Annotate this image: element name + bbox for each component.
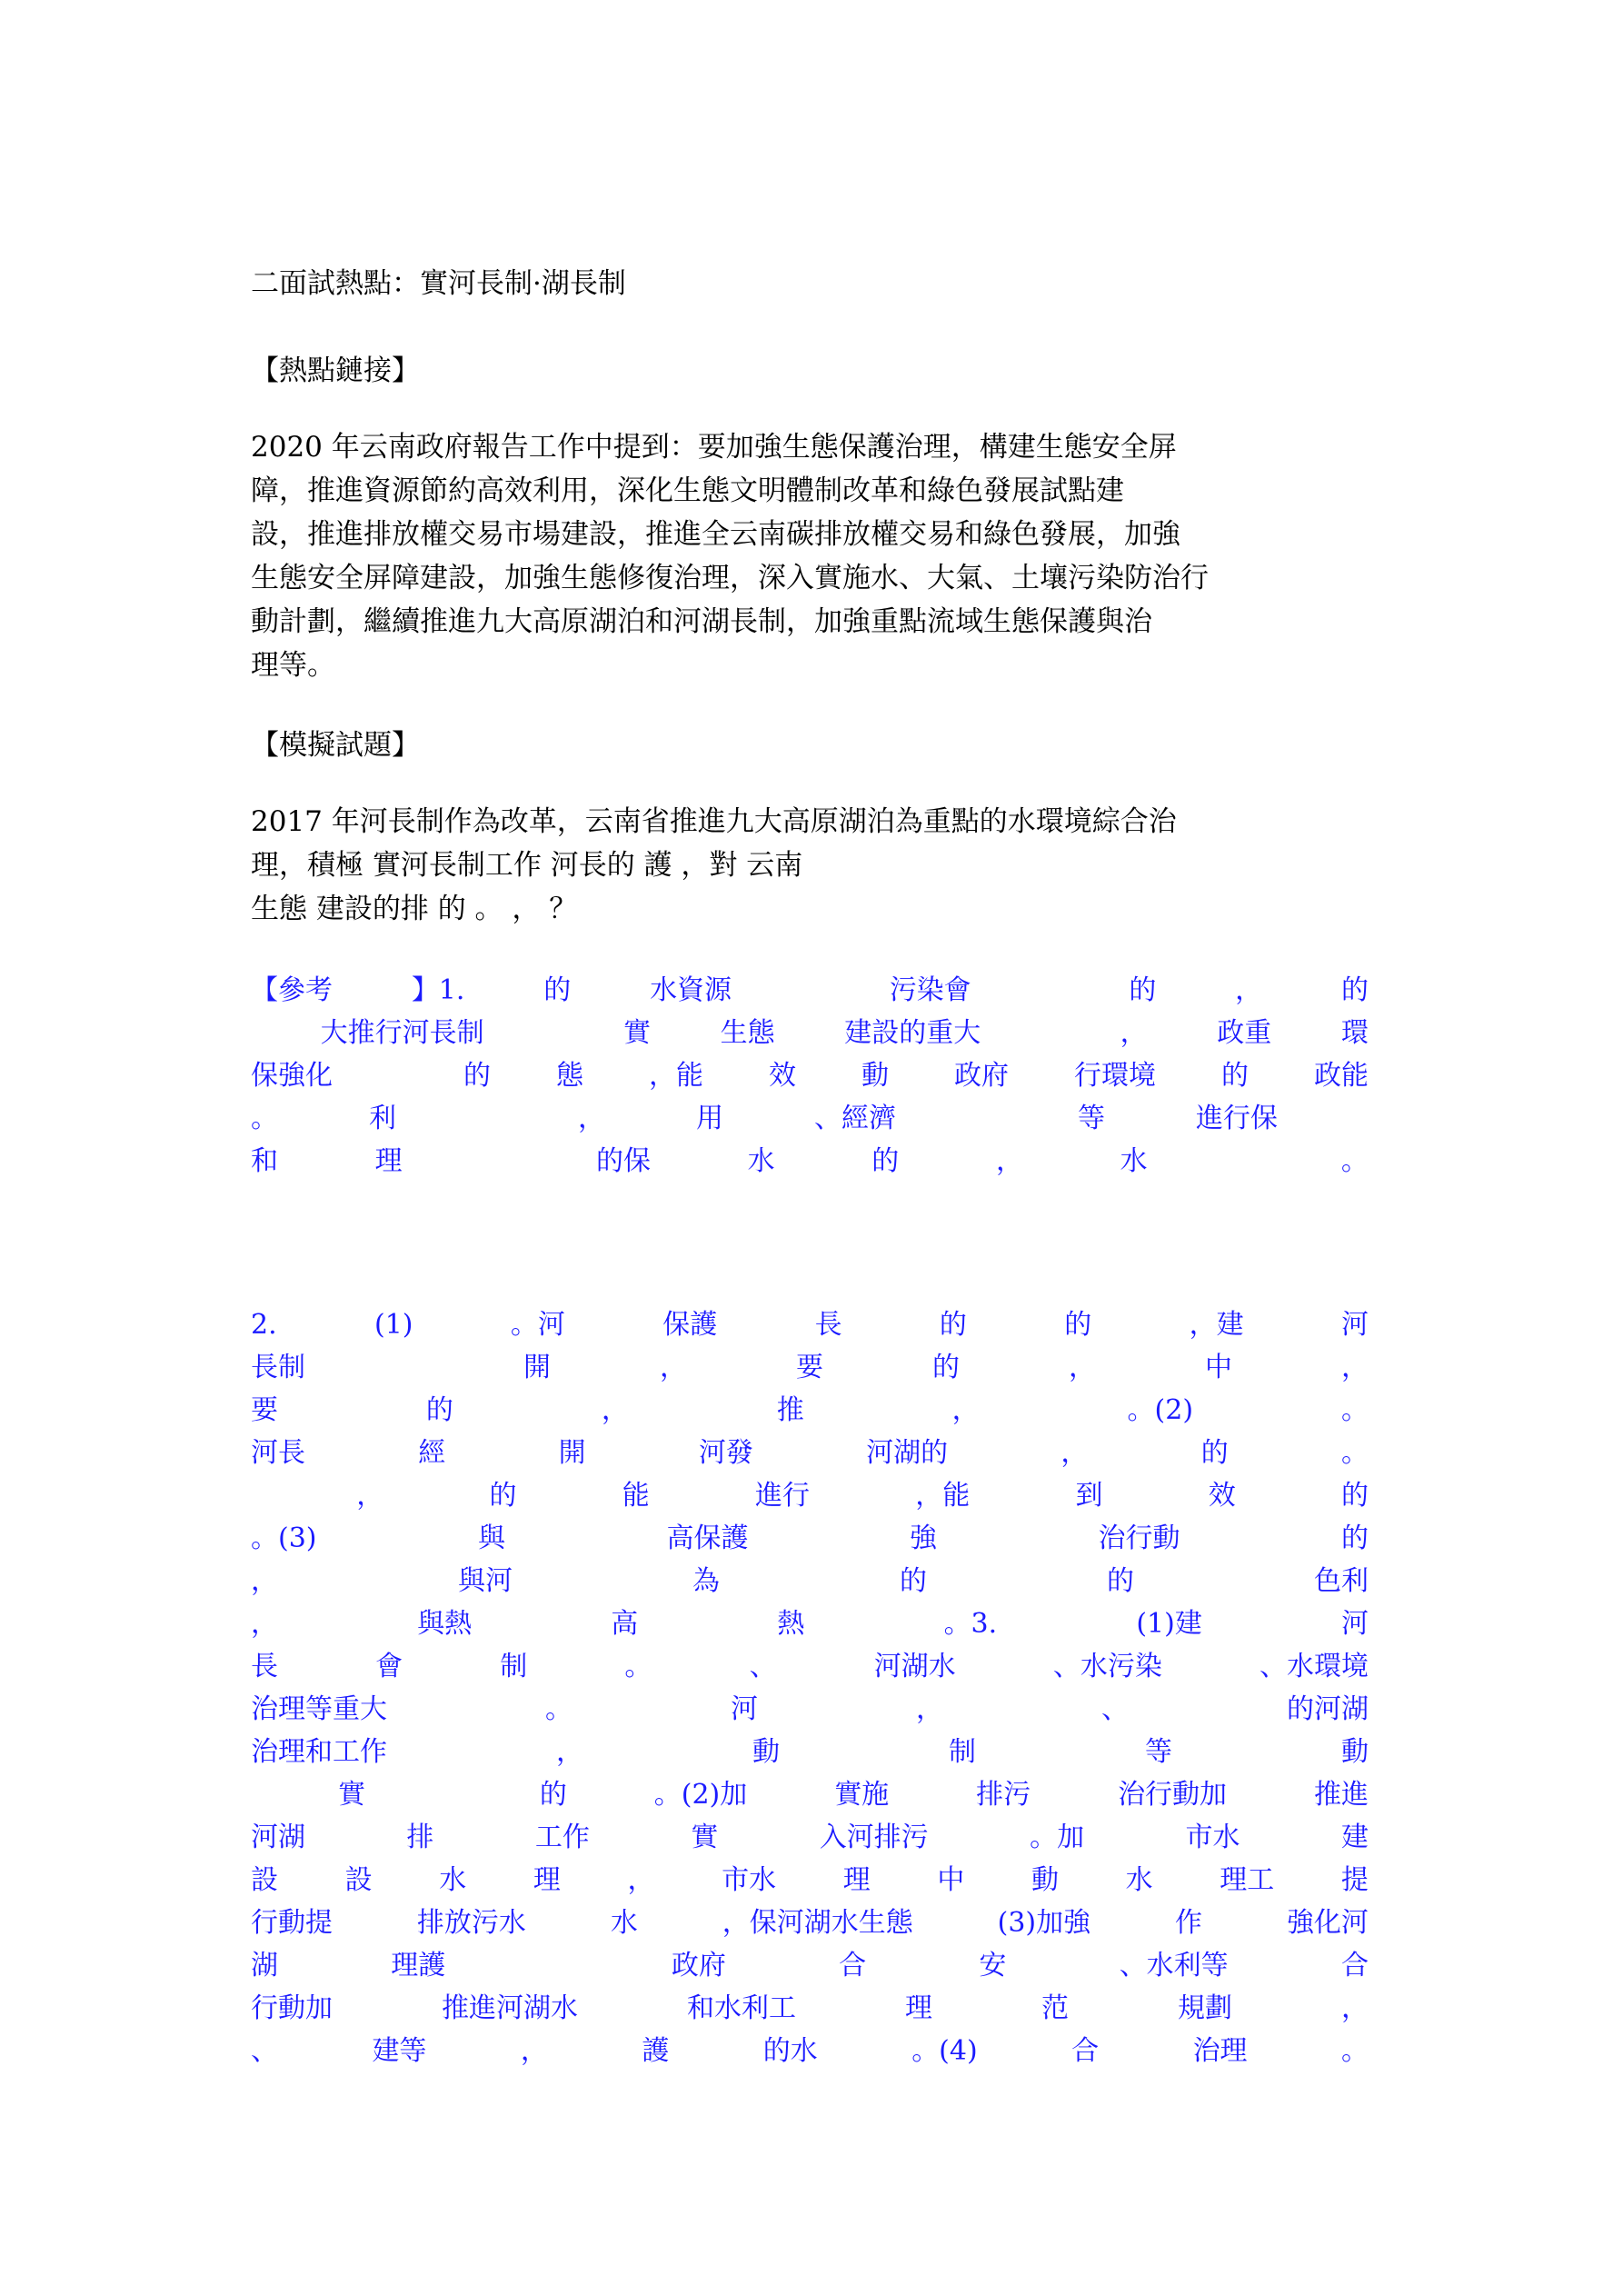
answer-fragment: ， [995, 1145, 1023, 1177]
answer-fragment: ，建 [1189, 1309, 1244, 1341]
answer-fragment: 行動提 [251, 1907, 333, 1939]
answer-fragment: 生態 [720, 1017, 775, 1049]
answer-fragment: 的 [1340, 974, 1369, 1006]
topic-label: 【模擬試題】 [251, 729, 420, 762]
answer-line [251, 1649, 1369, 1685]
answer-fragment: 實施 [834, 1779, 890, 1811]
answer-fragment: 行動加 [251, 1992, 333, 2024]
answer-fragment: 的 [1200, 1437, 1229, 1469]
document-heading: 二面試熱點：實河長制·湖長制 [251, 267, 626, 300]
answer-fragment: 與 [478, 1522, 505, 1554]
answer-fragment: 效 [1208, 1480, 1236, 1512]
answer-fragment: ， [660, 1352, 687, 1383]
hot-topic-line: 生態安全屏障建設，加強生態修復治理，深入實施水、大氣、土壤污染防治行 [251, 562, 1209, 594]
answer-fragment: 為 [692, 1565, 720, 1597]
answer-line [251, 1734, 1369, 1771]
answer-fragment: 政府 [954, 1060, 1009, 1092]
answer-fragment: ， [356, 1480, 384, 1512]
question-line: 2017 年河長制作為改革，云南省推進九大高原湖泊為重點的水環境綜合治 [251, 805, 1177, 838]
answer-fragment: 水 [439, 1864, 467, 1896]
answer-fragment: 建設的重大 [844, 1017, 981, 1049]
answer-fragment: ， [1341, 1352, 1369, 1383]
answer-fragment: 的 [1341, 1480, 1369, 1512]
answer-fragment: ， [1341, 1992, 1369, 2024]
hot-topic-label: 【熱點鏈接】 [251, 354, 420, 387]
answer-line [251, 1521, 1369, 1557]
answer-fragment: 。3. [943, 1608, 998, 1640]
answer-fragment: 設 [251, 1864, 278, 1896]
answer-fragment: ， [601, 1394, 629, 1426]
answer-fragment: 。(3) [251, 1522, 317, 1554]
answer-fragment: 、 [749, 1651, 777, 1682]
answer-fragment: 治理和工作 [251, 1736, 387, 1768]
answer-fragment: 。(4) [911, 2035, 978, 2067]
answer-fragment: 的水 [762, 2035, 818, 2067]
answer-fragment: 色利 [1314, 1565, 1369, 1597]
answer-fragment: 河發 [698, 1437, 753, 1469]
answer-fragment: 中 [937, 1864, 965, 1896]
answer-fragment: 水 [747, 1145, 775, 1177]
answer-fragment: 、水利等 [1119, 1950, 1229, 1982]
answer-fragment: 實 [622, 1017, 651, 1049]
answer-fragment: 理 [374, 1145, 403, 1177]
hot-topic-line: 設，推進排放權交易市場建設，推進全云南碳排放權交易和綠色發展，加強 [251, 518, 1180, 551]
answer-fragment: 作 [1175, 1907, 1203, 1939]
answer-fragment: ， [556, 1736, 583, 1768]
answer-line [251, 1350, 1369, 1386]
answer-fragment: 與河 [458, 1565, 513, 1597]
answer-fragment: 的河湖 [1287, 1693, 1369, 1725]
answer-fragment: 安 [979, 1950, 1007, 1982]
answer-fragment: (1) [373, 1309, 413, 1341]
answer-line [251, 1692, 1369, 1728]
answer-line [251, 1905, 1369, 1942]
answer-fragment: 。 [1341, 2035, 1369, 2067]
answer-fragment: 。 [1340, 1394, 1369, 1426]
answer-line [251, 1058, 1369, 1094]
answer-fragment: 合 [839, 1950, 867, 1982]
answer-fragment: 河湖水 [873, 1651, 956, 1682]
answer-fragment: 理 [533, 1864, 561, 1896]
answer-fragment: 推進 [1314, 1779, 1369, 1811]
answer-fragment: 治理等重大 [251, 1693, 387, 1725]
answer-fragment: 進行 [755, 1480, 810, 1512]
answer-line [251, 1820, 1369, 1856]
answer-fragment: 等 [1145, 1736, 1172, 1768]
answer-fragment: ， [627, 1864, 655, 1896]
answer-fragment: 會 [375, 1651, 403, 1682]
answer-fragment: 長制 [251, 1352, 305, 1383]
answer-fragment: ， [951, 1394, 980, 1426]
answer-fragment: 理護 [391, 1950, 446, 1982]
answer-fragment: 。(2)加 [653, 1779, 748, 1811]
answer-line [251, 1948, 1369, 1984]
answer-fragment: 排污 [976, 1779, 1031, 1811]
answer-fragment: 制 [949, 1736, 976, 1768]
answer-fragment: 河 [731, 1693, 758, 1725]
answer-fragment: 效 [769, 1060, 796, 1092]
answer-fragment: 強化河 [1286, 1907, 1369, 1939]
answer-fragment: 設 [344, 1864, 373, 1896]
answer-fragment: 的 [463, 1060, 491, 1092]
answer-fragment: 的 [939, 1309, 967, 1341]
answer-fragment: 建等 [372, 2035, 427, 2067]
answer-fragment: 進行保 [1196, 1103, 1278, 1134]
answer-fragment: 保護 [662, 1309, 718, 1341]
answer-fragment: 與熱 [417, 1608, 473, 1640]
answer-line [251, 1143, 1369, 1180]
answer-fragment: 動 [861, 1060, 889, 1092]
hot-topic-line: 2020 年云南政府報告工作中提到：要加強生態保護治理，構建生態安全屏 [251, 431, 1177, 464]
answer-fragment: 合 [1340, 1950, 1369, 1982]
answer-fragment: 規劃 [1178, 1992, 1232, 2024]
answer-fragment: 治理 [1192, 2035, 1248, 2067]
answer-fragment: 治行動加 [1118, 1779, 1228, 1811]
answer-fragment: 要 [796, 1352, 823, 1383]
answer-fragment: 政府 [671, 1950, 726, 1982]
answer-line [251, 1307, 1369, 1343]
answer-fragment: 水 [1120, 1145, 1148, 1177]
answer-fragment: 大推行河長制 [320, 1017, 484, 1049]
answer-fragment: 。 [624, 1651, 652, 1682]
answer-fragment: ，能 [649, 1060, 703, 1092]
answer-fragment: 政重 [1217, 1017, 1272, 1049]
answer-fragment: 范 [1041, 1992, 1069, 2024]
question-line: 生態 建設的排 的 。 ， ？ [251, 893, 578, 925]
answer-fragment: 能 [622, 1480, 650, 1512]
answer-fragment: 高保護 [666, 1522, 749, 1554]
answer-fragment: 湖 [251, 1950, 278, 1982]
answer-fragment: 河湖的 [866, 1437, 949, 1469]
answer-fragment: 動 [1341, 1736, 1369, 1768]
answer-line [251, 1991, 1369, 2027]
answer-fragment: 的 [1221, 1060, 1249, 1092]
answer-line [251, 1478, 1369, 1514]
answer-fragment: 、水污染 [1052, 1651, 1162, 1682]
answer-fragment: 理 [842, 1864, 871, 1896]
answer-fragment: 開 [523, 1352, 551, 1383]
answer-fragment: 理 [905, 1992, 932, 2024]
answer-fragment: 。加 [1030, 1822, 1085, 1853]
answer-fragment: ， [1069, 1352, 1096, 1383]
answer-fragment: 水 [1125, 1864, 1153, 1896]
answer-fragment: 實 [691, 1822, 719, 1853]
answer-line [251, 1563, 1369, 1600]
answer-fragment: 的 [1107, 1565, 1134, 1597]
answer-fragment: 制 [500, 1651, 528, 1682]
answer-fragment: 政能 [1314, 1060, 1369, 1092]
answer-fragment: 水 [610, 1907, 638, 1939]
answer-fragment: 實 [337, 1779, 365, 1811]
answer-fragment: 的 [871, 1145, 900, 1177]
answer-fragment: (1)建 [1136, 1608, 1202, 1640]
answer-fragment: 的 [1064, 1309, 1092, 1341]
answer-fragment: ，能 [915, 1480, 971, 1512]
answer-fragment: 到 [1075, 1480, 1103, 1512]
answer-line [251, 1606, 1369, 1642]
answer-fragment: 】1. [411, 974, 465, 1006]
answer-fragment: 動 [1031, 1864, 1059, 1896]
hot-topic-line: 障，推進資源節約高效利用，深化生態文明體制改革和綠色發展試點建 [251, 474, 1124, 507]
answer-fragment: 、 [1101, 1693, 1129, 1725]
answer-fragment: 護 [642, 2035, 670, 2067]
answer-line [251, 2033, 1369, 2070]
answer-fragment: 河湖 [251, 1822, 305, 1853]
answer-fragment: 強 [910, 1522, 937, 1554]
answer-fragment: (3)加強 [997, 1907, 1091, 1939]
answer-line [251, 1101, 1369, 1137]
answer-fragment: 長 [814, 1309, 842, 1341]
answer-fragment: ，保河湖水生態 [722, 1907, 913, 1939]
answer-fragment: 的 [425, 1394, 453, 1426]
answer-fragment: 等 [1078, 1103, 1105, 1134]
answer-fragment: 。 [545, 1693, 573, 1725]
hot-topic-line: 動計劃，繼續推進九大高原湖泊和河湖長制，加強重點流域生態保護與治 [251, 605, 1152, 638]
answer-fragment: 理工 [1220, 1864, 1275, 1896]
answer-fragment: 的 [539, 1779, 567, 1811]
answer-line [251, 1015, 1369, 1052]
answer-fragment: 長 [251, 1651, 278, 1682]
answer-fragment: 和 [251, 1145, 278, 1177]
answer-fragment: 和水利工 [687, 1992, 796, 2024]
answer-fragment: 的 [1129, 974, 1157, 1006]
answer-fragment: 2. [251, 1309, 277, 1341]
answer-fragment: 利 [369, 1103, 396, 1134]
answer-fragment: 態 [556, 1060, 583, 1092]
answer-fragment: 市水 [1185, 1822, 1240, 1853]
answer-fragment: 污染會 [889, 974, 971, 1006]
answer-fragment: ， [251, 1565, 278, 1597]
answer-fragment: ， [916, 1693, 943, 1725]
answer-fragment: ， [1235, 974, 1263, 1006]
answer-fragment: 、經濟 [814, 1103, 896, 1134]
answer-line [251, 1862, 1369, 1899]
answer-fragment: 保強化 [251, 1060, 333, 1092]
answer-fragment: 河 [1340, 1608, 1369, 1640]
answer-fragment: 的保 [595, 1145, 651, 1177]
answer-fragment: ， [1120, 1017, 1148, 1049]
answer-fragment: 的 [543, 974, 572, 1006]
answer-fragment: 。(2) [1127, 1394, 1194, 1426]
answer-fragment: 經 [418, 1437, 446, 1469]
answer-fragment: 河 [1341, 1309, 1369, 1341]
answer-fragment: 排放污水 [416, 1907, 526, 1939]
question-line: 理，積極 實河長制工作 河長的 護 ，對 云南 [251, 849, 803, 882]
answer-fragment: 市水 [722, 1864, 777, 1896]
answer-fragment: 中 [1205, 1352, 1232, 1383]
answer-fragment: 的 [489, 1480, 517, 1512]
answer-fragment: 。 [251, 1103, 278, 1134]
answer-fragment: 河長 [251, 1437, 305, 1469]
answer-fragment: 治行動 [1098, 1522, 1180, 1554]
answer-fragment: 用 [696, 1103, 723, 1134]
answer-fragment: 、 [251, 2035, 278, 2067]
answer-fragment: ， [251, 1608, 278, 1640]
answer-fragment: ， [578, 1103, 605, 1134]
answer-fragment: ， [520, 2035, 548, 2067]
hot-topic-line: 理等。 [251, 649, 335, 682]
answer-fragment: 的 [900, 1565, 927, 1597]
answer-fragment: 的 [932, 1352, 960, 1383]
answer-fragment: 開 [558, 1437, 586, 1469]
answer-fragment: 。河 [510, 1309, 565, 1341]
answer-fragment: ， [1060, 1437, 1089, 1469]
answer-fragment: 水資源 [650, 974, 732, 1006]
answer-fragment: 動 [752, 1736, 780, 1768]
answer-fragment: 。 [1340, 1437, 1369, 1469]
answer-fragment: 推 [776, 1394, 804, 1426]
answer-fragment: 建 [1340, 1822, 1369, 1853]
answer-fragment: 推進河湖水 [442, 1992, 578, 2024]
answer-line [251, 1393, 1369, 1429]
answer-fragment: 高 [611, 1608, 639, 1640]
answer-fragment: 工作 [534, 1822, 590, 1853]
answer-fragment: 要 [251, 1394, 278, 1426]
answer-fragment: 【參考 [251, 974, 333, 1006]
answer-fragment: 環 [1340, 1017, 1369, 1049]
answer-line [251, 973, 1369, 1009]
answer-line [251, 1777, 1369, 1813]
answer-fragment: 行環境 [1074, 1060, 1156, 1092]
answer-fragment: 、水環境 [1259, 1651, 1369, 1682]
answer-fragment: 。 [1340, 1145, 1369, 1177]
answer-fragment: 熱 [777, 1608, 805, 1640]
answer-fragment: 提 [1340, 1864, 1369, 1896]
answer-fragment: 入河排污 [819, 1822, 929, 1853]
answer-fragment: 合 [1071, 2035, 1100, 2067]
answer-fragment: 排 [406, 1822, 434, 1853]
answer-line [251, 1435, 1369, 1472]
answer-fragment: 的 [1341, 1522, 1369, 1554]
